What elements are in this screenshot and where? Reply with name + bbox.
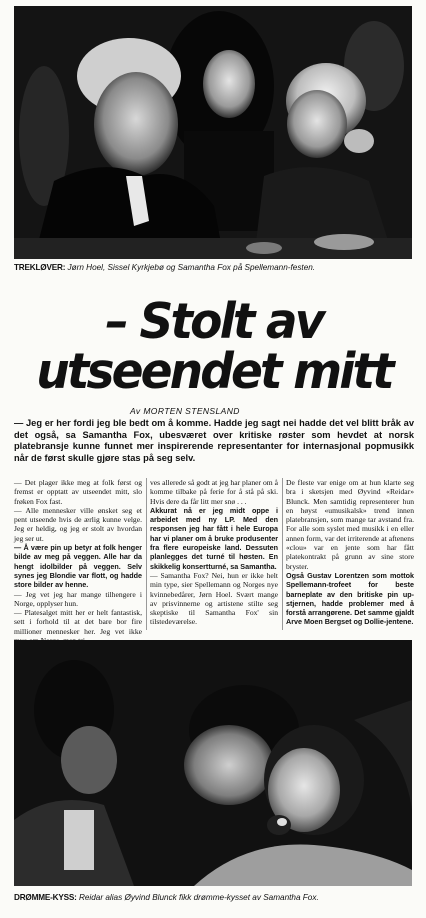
article-paragraph: ves allerede så godt at jeg har planer om å komme tilbake på ferie for å stå på ski. Hvis dere da får litt mer snø . . .: [150, 478, 278, 506]
article-paragraph: Også Gustav Lorentzen som mottok Spellemann-trofeet for beste barneplate av den britiske pin up-stjernen, hadde problemer med å forstå arrangørene. Det samme gjaldt Arve Moen Bergset og Dollie-jentene.: [286, 570, 414, 627]
byline: Av MORTEN STENSLAND: [130, 406, 240, 416]
headline-line-1: – Stolt av: [105, 293, 323, 350]
top-photo-caption: [14, 263, 414, 273]
article-paragraph: — Samantha Fox? Nei, hun er ikke helt min type, sier Spellemann og Norges nye kvinnebedårer, Jørn Hoel. Svært mange av prisvinnerne og artistene stilte seg skeptiske til Samantha Fox' sin tilstedeværelse.: [150, 570, 278, 627]
column-divider: [282, 478, 283, 630]
article-column-3: [286, 478, 414, 627]
article-paragraph: Akkurat nå er jeg midt oppe i arbeidet med ny LP. Med den responsen jeg har fått i hele Europa har vi planer om å bruke produsenter fra flere europeiske land. Dessuten planlegges det turné til høsten. En skikkelig konsertturné, sa Samantha.: [150, 505, 278, 571]
top-caption-label: TREKLØVER:: [14, 263, 66, 272]
article-paragraph: — Å være pin up betyr at folk henger bilde av meg på veggen. Alle har da hengt idolbilder på veggen. Selv synes jeg Blondie var flott, og hadde store bilder av henne.: [14, 543, 142, 590]
bottom-photo: [14, 640, 412, 886]
headline-line-2: utseendet mitt: [36, 343, 392, 400]
bottom-photo-caption: [14, 893, 414, 903]
bottom-caption-text: Reidar alias Øyvind Blunck fikk drømme-kysset av Samantha Fox.: [78, 893, 319, 902]
lead-paragraph: — Jeg er her fordi jeg ble bedt om å komme. Hadde jeg sagt nei hadde det vel blitt bråk av det også, sa Samantha Fox, ubesværet over kritiske røster som hevdet at norsk platebransje kunne funnet mer inspirerende representanter for internasjonal popmusikk når de først skulle gjøre stas på seg selv.: [14, 418, 414, 463]
article-column-2: [150, 478, 278, 627]
top-photo-image: [14, 6, 412, 259]
bottom-caption-label: DRØMME-KYSS:: [14, 893, 77, 902]
article-paragraph: — Jeg vet jeg har mange tilhengere i Norge, opplyser hun.: [14, 589, 142, 608]
article-paragraph: De fleste var enige om at hun klarte seg bra i sketsjen med Øyvind «Reidar» Blunck. Men samtidig representerer hun en høyst «umusikalsk» trend innen platebransjen, som mange tar avstand fra. For alle som syslet med musikk i en eller annen form, var det irriterende at aftenens «clou» var en jente som har fått platekontrakt på grunn av sine store bryster.: [286, 478, 414, 571]
top-photo: [14, 6, 412, 259]
article-column-1: [14, 478, 142, 645]
top-caption-text: Jørn Hoel, Sissel Kyrkjebø og Samantha Fox på Spellemann-festen.: [67, 263, 316, 272]
article-paragraph: — Platesalget mitt her er helt fantastisk, sett i forhold til at det bare bor fire millioner mennesker her. Jeg vet ikke: [14, 608, 142, 636]
bottom-photo-image: [14, 640, 412, 886]
article-paragraph: — Alle mennesker ville ønsket seg et pent utseende hvis de ærlig kunne velge. Jeg er heldig, og jeg er stolt av hvordan jeg ser ut.: [14, 505, 142, 543]
column-divider: [146, 478, 147, 630]
article-paragraph: — Det plager ikke meg at folk først og fremst er opptatt av utseendet mitt, slo frøken Fox fast.: [14, 478, 142, 506]
